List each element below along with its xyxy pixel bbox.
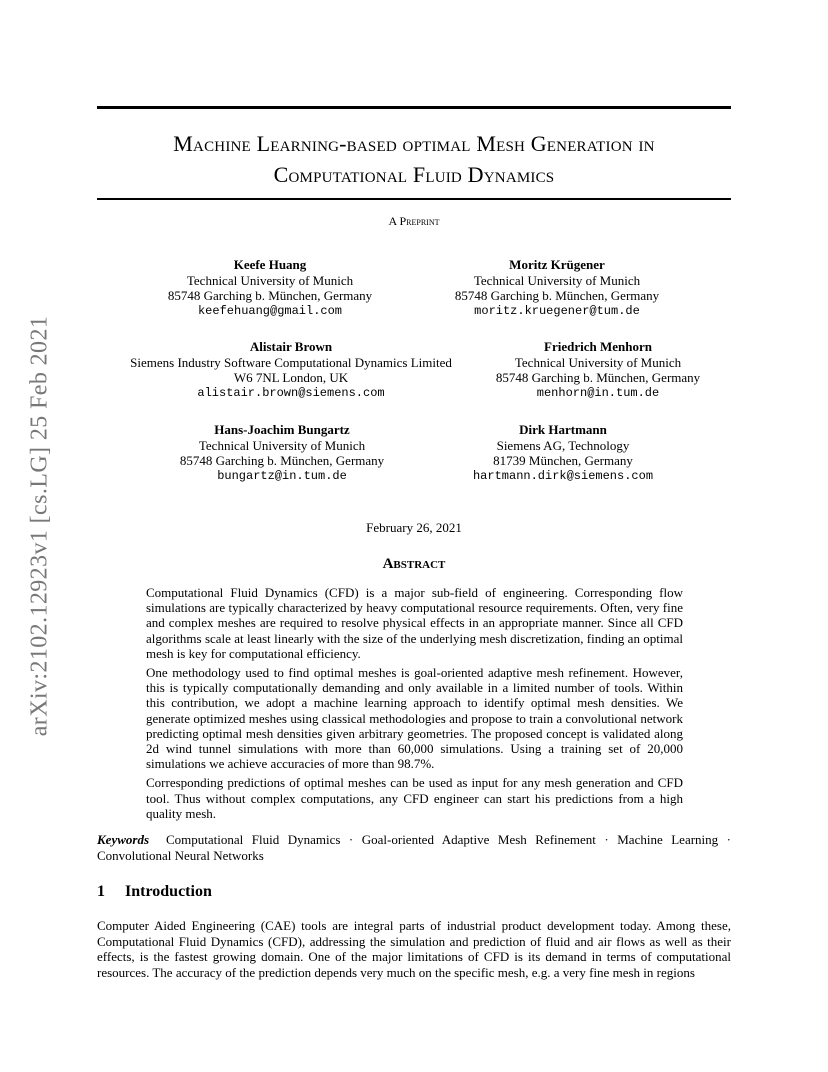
- author-name: Alistair Brown: [249, 339, 333, 354]
- paper-title: [97, 128, 731, 190]
- author-email: menhorn@in.tum.de: [536, 385, 660, 400]
- author-affiliation: Siemens AG, Technology: [496, 437, 630, 453]
- abstract-paragraph: Computational Fluid Dynamics (CFD) is a major sub-field of engineering. Corresponding flow simulations are typically characterized by heavy computational resource requirements. Often, very fine and complex meshes are required to resolve physical effects in an appropriate manner. Since all CFD algorithms scale at least linearly with the size of the underlying mesh discretization, finding an optimal mesh is key for computational efficiency.: [146, 585, 683, 661]
- author-block: [455, 257, 659, 319]
- author-block: [473, 422, 653, 484]
- author-name: Friedrich Menhorn: [544, 339, 652, 354]
- author-address: 85748 Garching b. München, Germany: [495, 370, 701, 385]
- author-block: [168, 257, 372, 319]
- author-name: Moritz Krügener: [509, 257, 605, 272]
- author-email: keefehuang@gmail.com: [197, 303, 343, 318]
- author-block: [496, 339, 700, 401]
- author-name: Keefe Huang: [233, 257, 307, 272]
- author-address: 85748 Garching b. München, Germany: [454, 288, 660, 303]
- keywords-text: Computational Fluid Dynamics · Goal-oriented Adaptive Mesh Refinement · Machine Learning · Convolutional Neural Networks: [97, 832, 731, 863]
- keywords-label: Keywords: [97, 832, 149, 847]
- abstract-heading: Abstract: [382, 556, 446, 572]
- author-email: alistair.brown@siemens.com: [197, 385, 385, 400]
- section-title: Introduction: [125, 883, 212, 900]
- author-address: 81739 München, Germany: [493, 453, 633, 468]
- arxiv-identifier: arXiv:2102.12923v1 [cs.LG] 25 Feb 2021: [26, 315, 53, 737]
- author-affiliation: Technical University of Munich: [473, 272, 641, 288]
- author-name: Hans-Joachim Bungartz: [214, 422, 350, 437]
- author-affiliation: Technical University of Munich: [186, 272, 354, 288]
- author-affiliation: Technical University of Munich: [514, 354, 682, 370]
- section-heading: [97, 883, 212, 901]
- abstract-paragraph: One methodology used to find optimal meshes is goal-oriented adaptive mesh refinement. However, this is typically computationally demanding and only available in a limited number of tools. Within this contribution, we adopt a machine learning approach to identify optimal mesh densities. We generate optimized meshes using classical methodologies and propose to train a convolutional network predicting optimal mesh densities given arbitrary geometries. The proposed concept is validated along 2d wind tunnel simulations with more than 60,000 simulations. Using a training set of 20,000 simulations we achieve accuracies of more than 98.7%.: [146, 665, 683, 772]
- keywords: [97, 832, 731, 863]
- section-number: 1: [97, 883, 105, 900]
- title-line-2: Computational Fluid Dynamics: [273, 162, 555, 187]
- author-email: bungartz@in.tum.de: [217, 468, 347, 483]
- author-email: moritz.kruegener@tum.de: [474, 303, 640, 318]
- author-email: hartmann.dirk@siemens.com: [472, 468, 654, 483]
- author-address: 85748 Garching b. München, Germany: [179, 453, 385, 468]
- preprint-label: A Preprint: [388, 214, 440, 228]
- title-line-1: Machine Learning-based optimal Mesh Generation in: [173, 131, 655, 156]
- introduction-body: [97, 918, 731, 980]
- author-block: [180, 422, 384, 484]
- publication-date: February 26, 2021: [366, 520, 462, 535]
- abstract-paragraph: Corresponding predictions of optimal meshes can be used as input for any mesh generation and CFD tool. Thus without complex computations, any CFD engineer can start his predictions from a high quality mesh.: [146, 775, 683, 821]
- author-name: Dirk Hartmann: [519, 422, 607, 437]
- author-affiliation: Technical University of Munich: [198, 437, 366, 453]
- author-affiliation: Siemens Industry Software Computational Dynamics Limited: [130, 354, 452, 370]
- intro-paragraph: Computer Aided Engineering (CAE) tools are integral parts of industrial product development today. Among these, Computational Fluid Dynamics (CFD), addressing the simulation and prediction of fluid and air flows as well as their effects, is the fastest growing domain. One of the major limitations of CFD is its demand in terms of computational resources. The accuracy of the prediction depends very much on the specific mesh, e.g. a very fine mesh in regions: [97, 918, 731, 980]
- author-block: [130, 339, 452, 401]
- author-address: W6 7NL London, UK: [233, 370, 349, 385]
- title-bottom-rule: [97, 198, 731, 200]
- author-address: 85748 Garching b. München, Germany: [167, 288, 373, 303]
- abstract-body: [146, 585, 683, 825]
- title-top-rule: [97, 106, 731, 109]
